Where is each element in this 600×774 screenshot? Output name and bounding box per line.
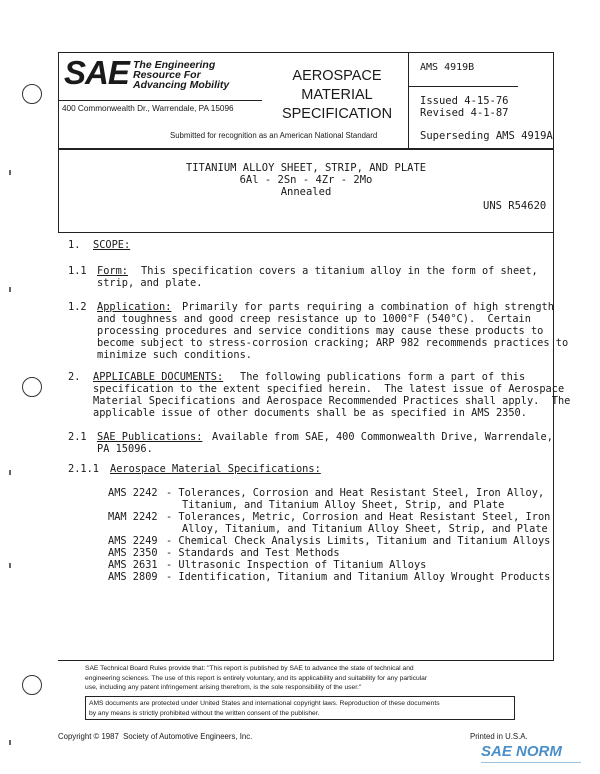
paragraph-line: applicable issue of other documents shall be as specified in AMS 2350. (93, 407, 527, 419)
ref-title: Alloy, Titanium, and Titanium Alloy Sheet, Strip, and Plate (182, 523, 548, 535)
footer-rule (58, 660, 554, 661)
punch-hole-middle (22, 377, 42, 397)
ref-title: - Standards and Test Methods (166, 547, 340, 559)
section-number: 1. (68, 239, 81, 251)
copyright-notice-line: by any means is strictly prohibited without the written consent of the publisher. (89, 709, 320, 717)
issued-date: Issued 4-15-76 (420, 95, 509, 107)
paragraph-line: strip, and plate. (97, 277, 203, 289)
doc-type-line: AEROSPACE (292, 68, 382, 84)
tagline-line: Advancing Mobility (133, 79, 230, 91)
ref-title: - Identification, Titanium and Titanium Alloy Wrought Products (166, 571, 551, 583)
section-heading: SAE Publications: (97, 431, 203, 443)
ref-code: AMS 2249 (108, 535, 158, 547)
punch-hole-top (22, 84, 42, 104)
ref-code: AMS 2631 (108, 559, 158, 571)
tagline (133, 60, 229, 90)
page-frame-right (553, 233, 554, 660)
header-divider (58, 100, 262, 101)
title-line: Annealed (280, 186, 332, 198)
copyright-notice-line: AMS documents are protected under United States and international copyright laws. Reproduction of these documents (89, 700, 440, 707)
title (58, 162, 554, 198)
watermark-underline (481, 762, 581, 763)
margin-tick (9, 170, 11, 175)
board-rules (85, 664, 427, 693)
revised-date: Revised 4-1-87 (420, 107, 509, 119)
section-heading: Form: (97, 265, 128, 277)
punch-hole-bottom (22, 675, 42, 695)
ref-code: MAM 2242 (108, 511, 158, 523)
ref-title: - Chemical Check Analysis Limits, Titanium and Titanium Alloys (166, 535, 551, 547)
section-heading: SCOPE: (93, 239, 131, 251)
paragraph-line: Primarily for parts requiring a combination of high strength (182, 301, 554, 313)
section-heading: APPLICABLE DOCUMENTS: (93, 371, 224, 383)
ref-title: - Ultrasonic Inspection of Titanium Alloys (166, 559, 427, 571)
section-heading: Aerospace Material Specifications: (110, 463, 321, 475)
superseding: Superseding AMS 4919A (420, 130, 553, 142)
tagline-line: The Engineering (133, 59, 216, 71)
uns-number: UNS R54620 (483, 200, 547, 212)
ref-code: AMS 2242 (108, 487, 158, 499)
copyright: Copyright © 1987 Society of Automotive Engineers, Inc. (58, 732, 253, 741)
section-number: 2.1.1 (68, 463, 99, 475)
header-number-divider (408, 86, 518, 87)
paragraph-line: processing procedures and service conditions may cause these products to (97, 325, 544, 337)
ref-title: Titanium, and Titanium Alloy Sheet, Strip, and Plate (182, 499, 505, 511)
board-rules-line: SAE Technical Board Rules provide that: "This report is published by SAE to advance the state of technical and (85, 665, 414, 672)
title-line: TITANIUM ALLOY SHEET, STRIP, AND PLATE (185, 162, 427, 174)
address: 400 Commonwealth Dr., Warrendale, PA 15096 (62, 104, 234, 113)
doc-type-line: MATERIAL (301, 87, 373, 103)
ref-title: - Tolerances, Corrosion and Heat Resistant Steel, Iron Alloy, (166, 487, 545, 499)
copyright-notice-box (85, 696, 515, 720)
doc-number: AMS 4919B (420, 62, 475, 73)
board-rules-line: use, including any patent infringement arising therefrom, is the sole responsibility of the user." (85, 684, 362, 691)
margin-tick (9, 287, 11, 292)
printed-in: Printed in U.S.A. (470, 732, 528, 741)
paragraph-line: Available from SAE, 400 Commonwealth Drive, Warrendale, (212, 431, 553, 443)
paragraph-line: PA 15096. (97, 443, 153, 455)
paragraph-line: Material Specifications and Aerospace Recommended Practices shall apply. The (93, 395, 571, 407)
header-vertical-divider (408, 52, 409, 149)
submitted-note: Submitted for recognition as an American National Standard (170, 131, 378, 140)
section-number: 1.2 (68, 301, 87, 313)
paragraph-line: The following publications form a part of this (240, 371, 526, 383)
board-rules-line: engineering sciences. The use of this report is entirely voluntary, and its applicability and suitability for any particular (85, 674, 428, 682)
paragraph-line: minimize such conditions. (97, 349, 252, 361)
tagline-line: Resource For (133, 69, 201, 81)
section-heading: Application: (97, 301, 172, 313)
paragraph-line: and toughness and good creep resistance up to 1000°F (540°C). Certain (97, 313, 531, 325)
doc-type (270, 67, 404, 124)
section-number: 2.1 (68, 431, 87, 443)
ref-code: AMS 2809 (108, 571, 158, 583)
ref-title: - Tolerances, Metric, Corrosion and Heat Resistant Steel, Iron (166, 511, 551, 523)
title-line: 6Al - 2Sn - 4Zr - 2Mo (239, 174, 373, 186)
margin-tick (9, 563, 11, 568)
paragraph-line: This specification covers a titanium alloy in the form of sheet, (141, 265, 538, 277)
margin-tick (9, 470, 11, 475)
section-number: 1.1 (68, 265, 87, 277)
margin-tick (9, 740, 11, 745)
section-number: 2. (68, 371, 81, 383)
sae-logo: SAE (64, 54, 129, 91)
paragraph-line: become subject to stress-corrosion cracking; ARP 982 recommends practices to (97, 337, 569, 349)
paragraph-line: specification to the extent specified herein. The latest issue of Aerospace (93, 383, 565, 395)
doc-type-line: SPECIFICATION (281, 106, 393, 122)
ref-code: AMS 2350 (108, 547, 158, 559)
watermark-logo: SAE NORM (481, 743, 562, 760)
